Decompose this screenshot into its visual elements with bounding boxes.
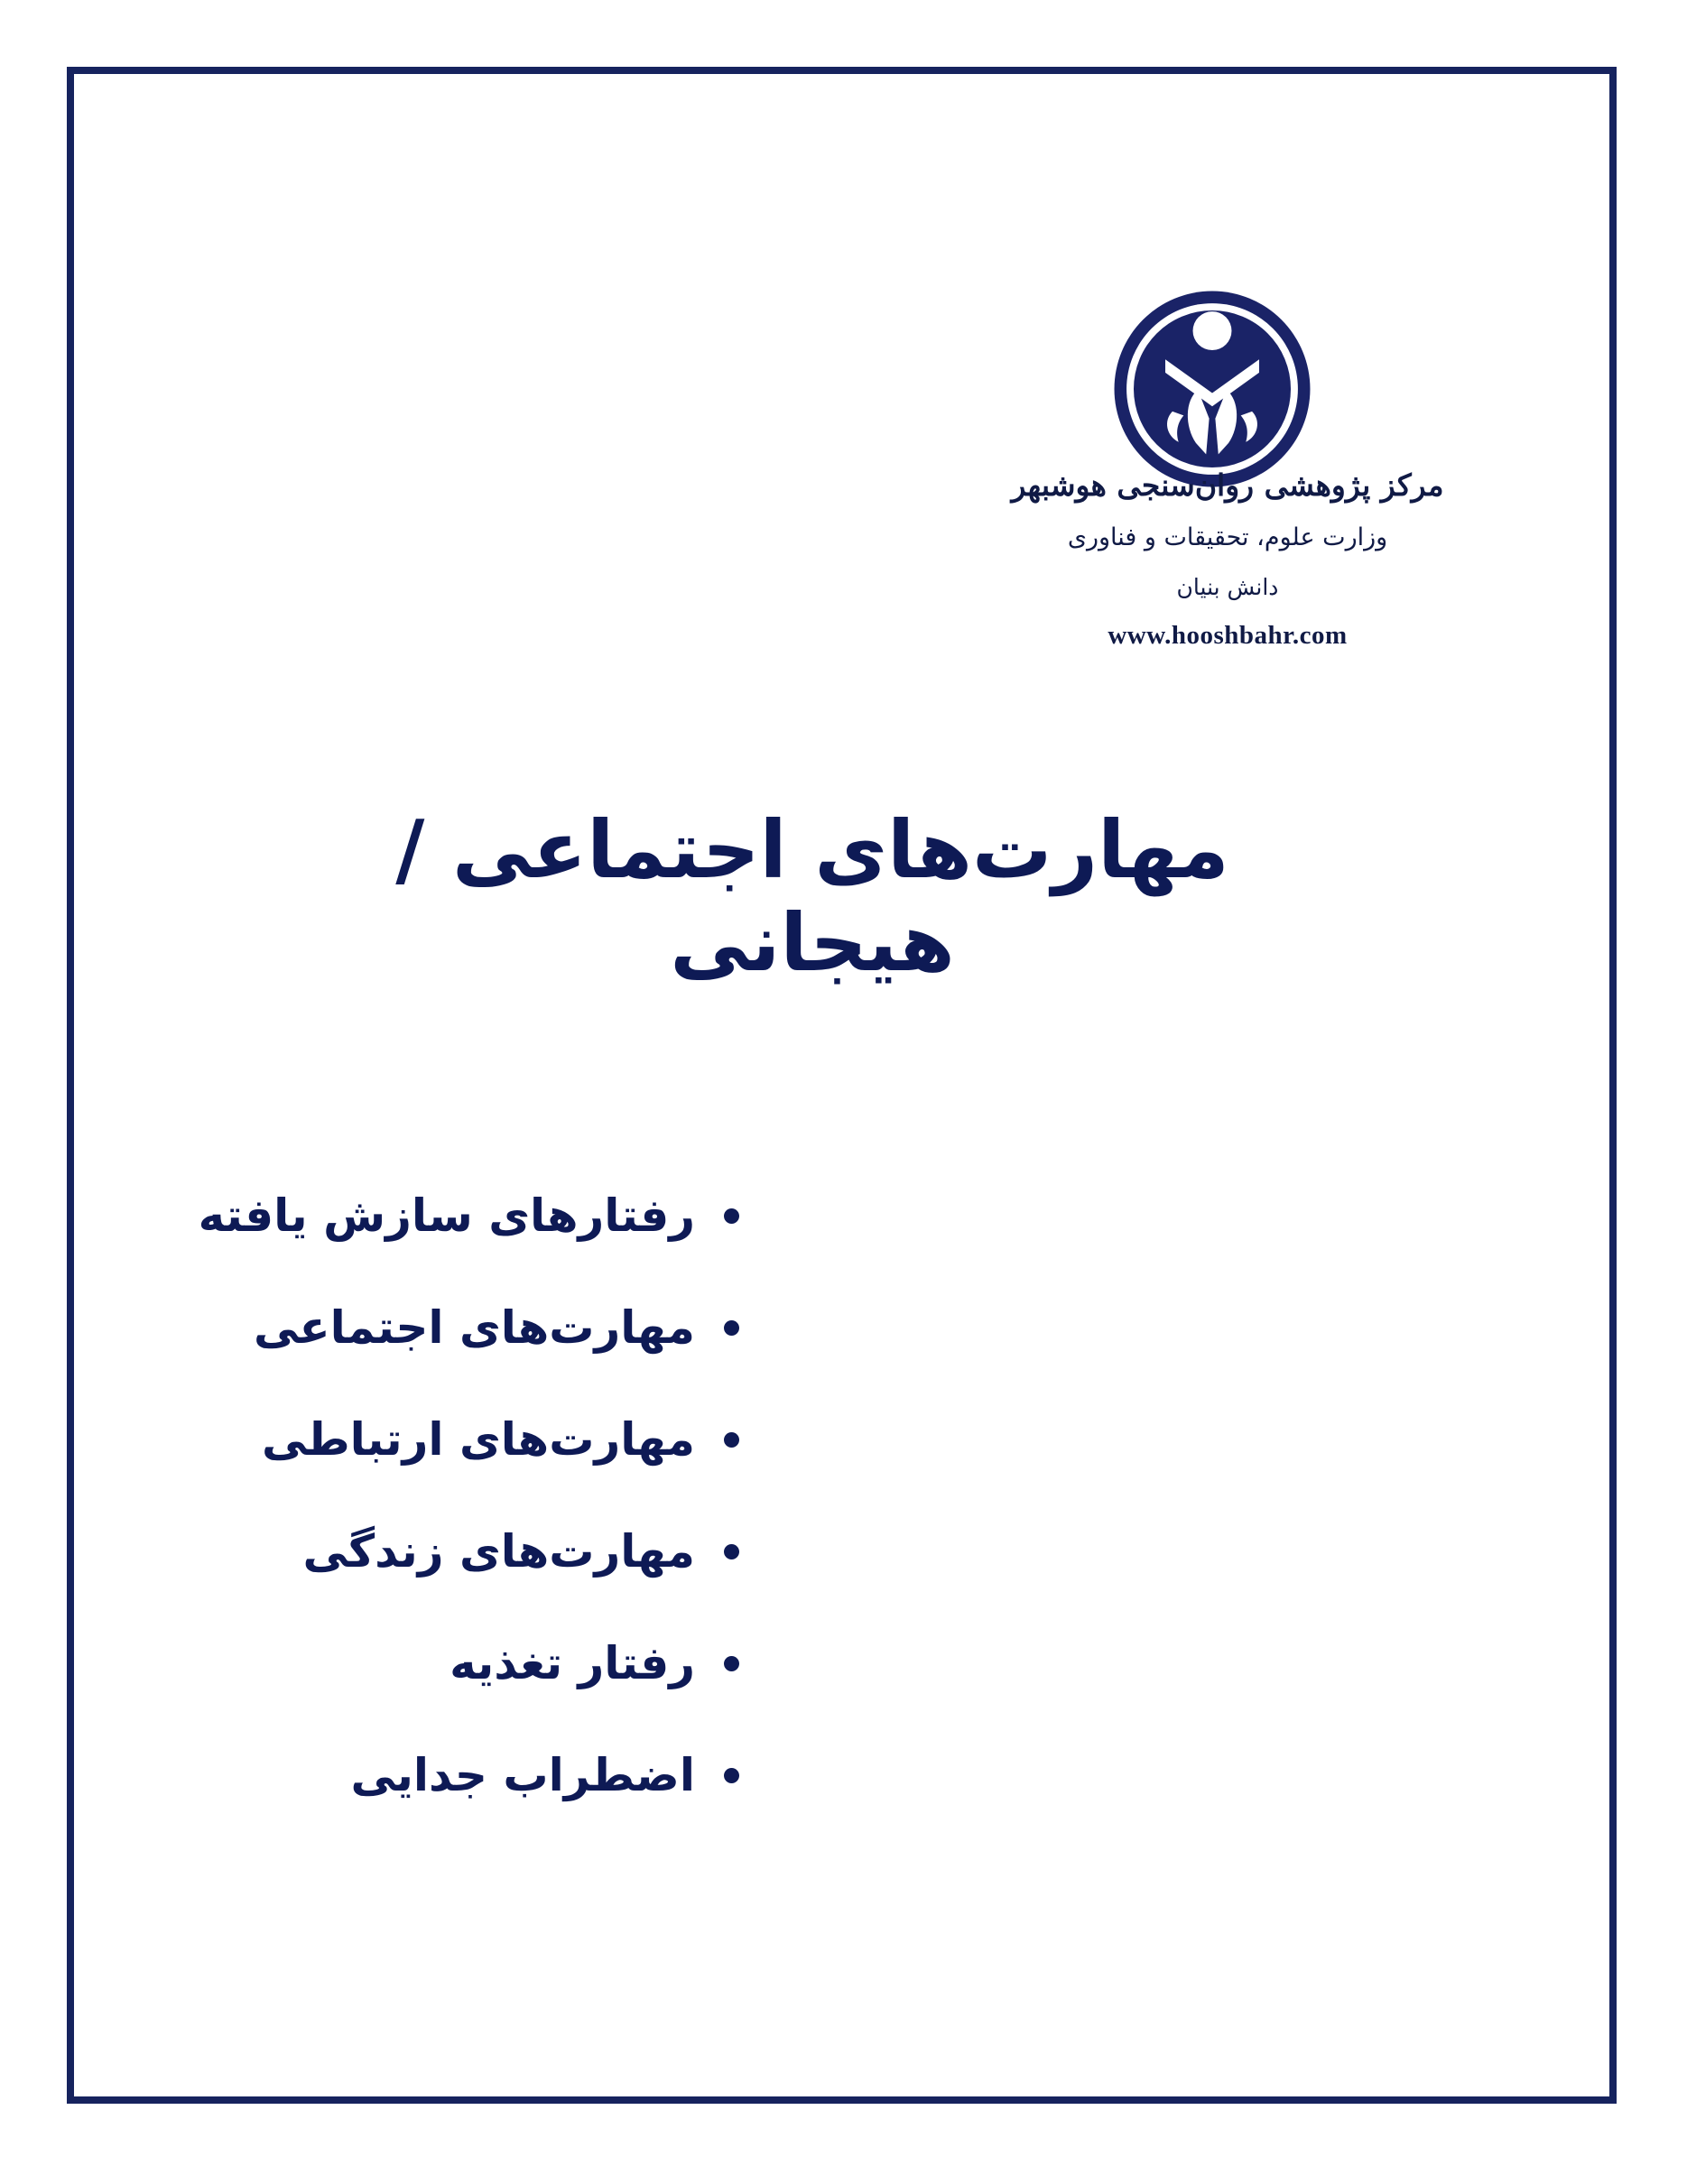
hooshbahr-logo-icon bbox=[1110, 287, 1314, 491]
topic-item bbox=[35, 1719, 739, 1831]
topic-label: مهارت‌های اجتماعی bbox=[253, 1301, 695, 1354]
topic-item bbox=[35, 1495, 739, 1607]
topic-label: رفتار تغذیه bbox=[450, 1637, 695, 1689]
bullet-icon bbox=[724, 1432, 739, 1448]
bullet-icon bbox=[724, 1544, 739, 1559]
topic-item bbox=[35, 1384, 739, 1495]
organization-block bbox=[993, 287, 1462, 666]
topic-item bbox=[35, 1160, 739, 1272]
bullet-icon bbox=[724, 1768, 739, 1783]
topic-item bbox=[35, 1607, 739, 1719]
organization-ministry: وزارت علوم، تحقیقات و فناوری bbox=[1067, 523, 1388, 551]
topic-list bbox=[35, 1160, 739, 1831]
page-title: مهارت‌های اجتماعی / هیجانی bbox=[395, 803, 1229, 989]
organization-website[interactable]: www.hooshbahr.com bbox=[1108, 621, 1348, 650]
organization-type: دانش بنیان bbox=[1176, 574, 1279, 600]
bullet-icon bbox=[724, 1656, 739, 1671]
topic-label: اضطراب جدایی bbox=[350, 1749, 695, 1801]
bullet-icon bbox=[724, 1208, 739, 1224]
organization-name: مرکز پژوهشی روان‌سنجی هوشبهر bbox=[1011, 467, 1444, 503]
topic-label: مهارت‌های ارتباطی bbox=[261, 1413, 695, 1466]
topic-label: مهارت‌های زندگی bbox=[302, 1525, 695, 1578]
bullet-icon bbox=[724, 1320, 739, 1336]
topic-item bbox=[35, 1272, 739, 1384]
topic-label: رفتارهای سازش یافته bbox=[198, 1189, 695, 1242]
